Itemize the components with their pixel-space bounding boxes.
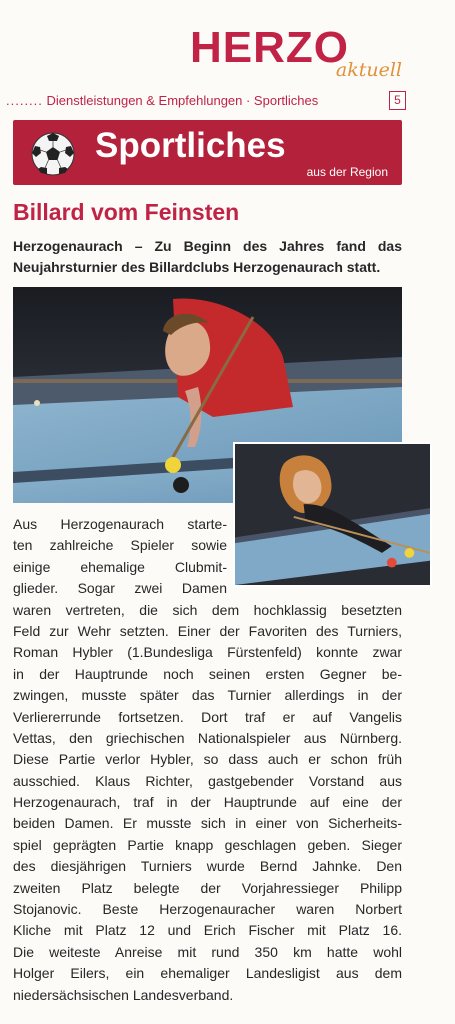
logo-main-text: HERZO (190, 23, 349, 72)
article-body (13, 514, 402, 1006)
body-line: ausschied. Klaus Richter, gastgebender Vorstand aus (13, 772, 402, 789)
article-headline: Billard vom Feinsten (13, 199, 240, 225)
body-line: ten zahlreiche Spieler sowie (13, 537, 227, 554)
page-number: 5 (389, 91, 406, 110)
body-line: waren vertreten, die sich dem hochklassig besetzten (13, 601, 402, 618)
body-line: spiel geprägten Partie knapp geschlagen geben. Sieger (13, 836, 402, 853)
soccer-ball-icon (31, 132, 75, 176)
banner-title: Sportliches (95, 126, 286, 165)
body-line: beiden Damen. Er musste sich in einer von Sicherheits- (13, 815, 402, 832)
body-line: einige ehemalige Clubmit- (13, 558, 227, 575)
body-line: des diesjährigen Turniers wurde Bernd Jahnke. Den (13, 858, 402, 875)
banner-subtitle: aus der Region (306, 165, 388, 179)
article-lead: Herzogenaurach – Zu Beginn des Jahres fand das Neujahrsturnier des Billardclubs Herzogenaurach statt. (13, 238, 402, 275)
body-line: zweiten Platz belegte der Vorjahressieger Philipp (13, 879, 402, 896)
body-line: Roman Hybler (1.Bundesliga Fürstenfeld) konnte zwar (13, 644, 402, 661)
logo-sub-text: aktuell (335, 59, 402, 81)
body-line: in der Hauptrunde noch seinen ersten Gegner be- (13, 665, 402, 682)
section-banner (13, 120, 402, 185)
breadcrumb (6, 92, 406, 110)
body-line: niedersächsischen Landesverband. (13, 986, 234, 1003)
body-line: Vettas, den griechischen Nationalspieler aus Nürnberg. (13, 729, 402, 746)
body-line: Kliche mit Platz 12 und Erich Fischer mit Platz 16. (13, 922, 402, 939)
body-line: zwingen, musste später das Turnier allerdings in der (13, 687, 402, 704)
body-line: glieder. Sogar zwei Damen (13, 580, 227, 597)
body-line: Verliererrunde fortsetzen. Dort traf er auf Vangelis (13, 708, 402, 725)
body-line: Aus Herzogenaurach starte- (13, 516, 227, 532)
breadcrumb-text: Dienstleistungen & Empfehlungen · Sportliches (46, 93, 319, 108)
body-line: Die weiteste Anreise mit rund 350 km hatte wohl (13, 943, 402, 960)
body-line: Feld zur Wehr setzten. Einer der Favoriten des Turniers, (13, 622, 402, 639)
herzo-aktuell-logo (190, 23, 410, 82)
breadcrumb-dots: ........ (6, 93, 43, 108)
body-line: Diese Partie verlor Hybler, so dass auch er schon früh (13, 751, 402, 768)
body-line: Stojanovic. Beste Herzogenauracher waren Norbert (13, 901, 402, 918)
body-line: Herzogenaurach, traf in der Hauptrunde auf eine der (13, 794, 402, 811)
body-line: Holger Eilers, ein ehemaliger Landesligist aus dem (13, 965, 402, 982)
